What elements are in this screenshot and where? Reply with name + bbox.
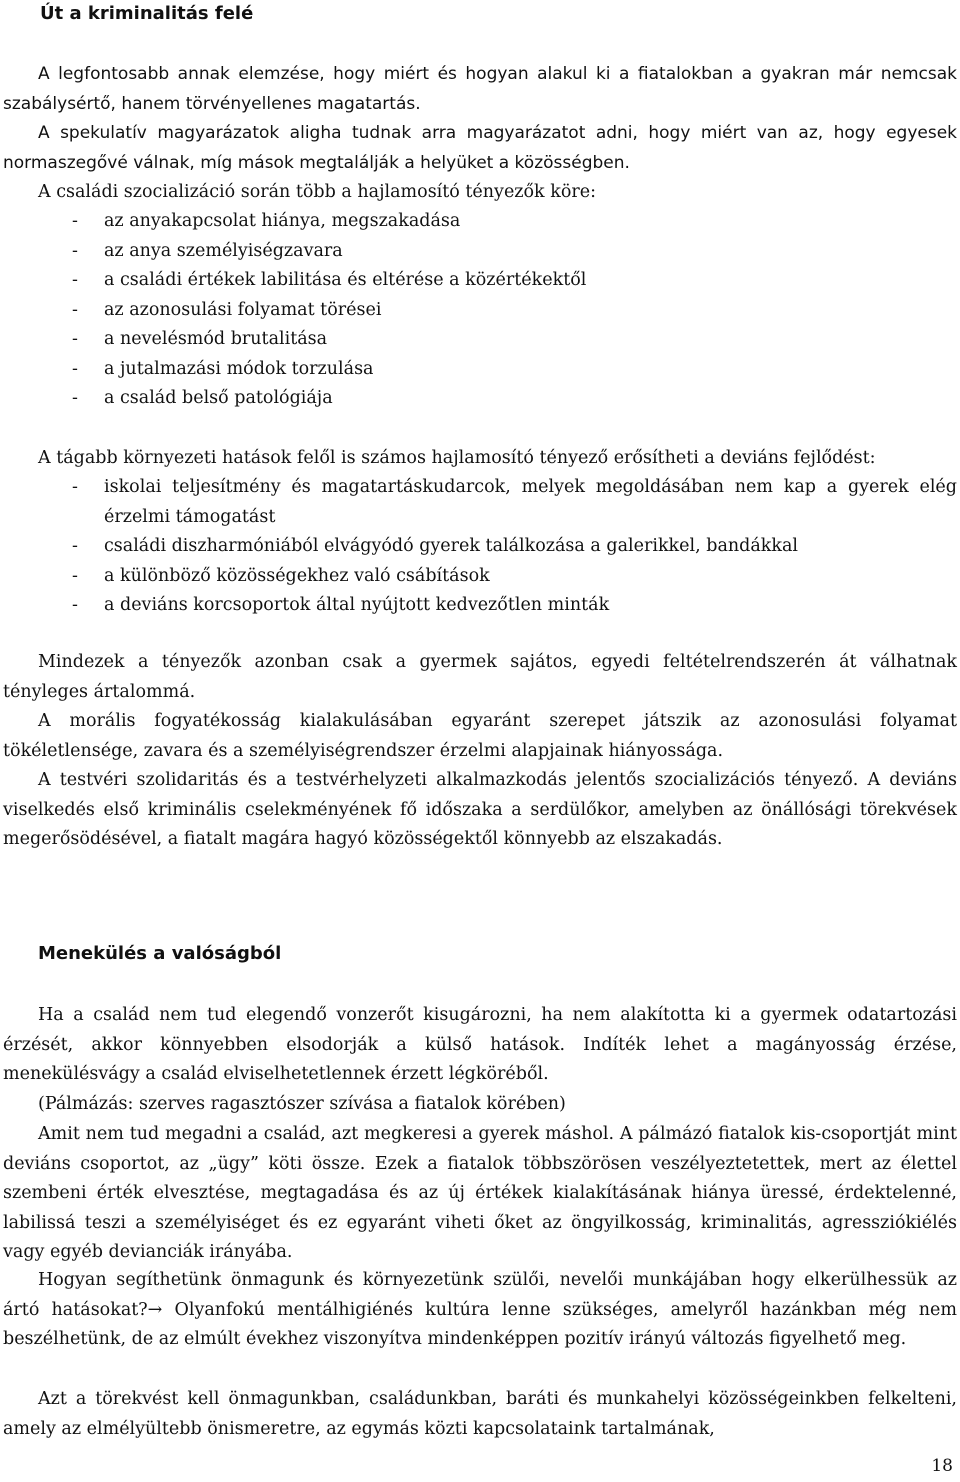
paragraph-environment: A tágabb környezeti hatások felől is számos hajlamosító tényező erősítheti a deviáns fejlődést:: [38, 448, 876, 468]
list-item: - a nevelésmód brutalitása: [0, 325, 957, 355]
list-item: - a különböző közösségekhez való csábítások: [0, 562, 957, 592]
list-item: - iskolai teljesítmény és magatartáskudarcok, melyek megoldásában nem kap a gyerek elég érzelmi támogatást: [0, 473, 957, 532]
paragraph-self-knowledge: Azt a törekvést kell önmagunkban, családunkban, baráti és munkahelyi közösségeinkben felkelteni, amely az elmélyültebb önismeretre, az egymás közti kapcsolataink tartalmának,: [3, 1389, 957, 1439]
paragraph-group: Amit nem tud megadni a család, azt megkeresi a gyerek máshol. A pálmázó fiatalok kis-csoportját mint deviáns csoportot, az „ügy” köti össze. Ezek a fiatalok többszörösen veszélyeztetettek, mert az élettel szembeni érték elvesztése, megtagadása és az új értékek kialakításának hiánya üressé, érdektelenné, labilissá teszi a személyiséget és ez egyaránt viheti őket az öngyilkosság, kriminalitás, agressziókiélés vagy egyéb devianciák irányába.: [3, 1124, 957, 1262]
paragraph-palmazas: (Pálmázás: szerves ragasztószer szívása a fiatalok körében): [38, 1094, 566, 1114]
list-item: - az anya személyiségzavara: [0, 237, 957, 267]
paragraph-speculative: A spekulatív magyarázatok aligha tudnak arra magyarázatot adni, hogy miért van az, hogy egyesek normaszegővé válnak, míg mások megtalálják a helyüket a közösségben.: [3, 123, 957, 173]
list-item: - a deviáns korcsoportok által nyújtott kedvezőtlen minták: [0, 591, 957, 621]
paragraph-summary: Mindezek a tényezők azonban csak a gyermek sajátos, egyedi feltételrendszerén át válhatnak tényleges ártalommá.: [3, 652, 957, 702]
paragraph-family-socialization: A családi szocializáció során több a hajlamosító tényezők köre:: [38, 182, 596, 202]
environment-factors-list: [0, 473, 957, 621]
family-factors-list: [0, 207, 957, 414]
list-item: - a családi értékek labilitása és eltérése a közértékektől: [0, 266, 957, 296]
paragraph-family-attraction: Ha a család nem tud elegendő vonzerőt kisugározni, ha nem alakította ki a gyermek odatartozási érzését, akkor könnyebben elsodorják a külső hatások. Indíték lehet a magányosság érzése, menekülésvágy a család elviselhetetlennek érzett légköréből.: [3, 1005, 957, 1084]
list-item: - a család belső patológiája: [0, 384, 957, 414]
list-item: - családi diszharmóniából elvágyódó gyerek találkozása a galerikkel, bandákkal: [0, 532, 957, 562]
list-item: - az azonosulási folyamat törései: [0, 296, 957, 326]
paragraph-moral: A morális fogyatékosság kialakulásában egyaránt szerepet játszik az azonosulási folyamat tökéletlensége, zavara és a személyiségrendszer érzelmi alapjainak hiányossága.: [3, 711, 957, 761]
list-item: - a jutalmazási módok torzulása: [0, 355, 957, 385]
section-title-meneklues: Menekülés a valóságból: [38, 943, 282, 964]
paragraph-siblings: A testvéri szolidaritás és a testvérhelyzeti alkalmazkodás jelentős szocializációs tényező. A deviáns viselkedés első kriminális cselekményének fő időszaka a serdülőkor, amelyben az önállósági törekvések megerősödésével, a fiatalt magára hagyó közösségektől könnyebb az elszakadás.: [3, 770, 957, 849]
paragraph-how-to-help: Hogyan segíthetünk önmagunk és környezetünk szülői, nevelői munkájában hogy elkerülhessük az ártó hatásokat?→ Olyanfokú mentálhigiénés kultúra lenne szükséges, amelyről hazánkban még nem beszélhetünk, de az elmúlt évekhez viszonyítva mindenképpen pozitív irányú változás figyelhető meg.: [3, 1270, 957, 1349]
section-title-kriminalitas: Út a kriminalitás felé: [40, 3, 254, 24]
list-item: - az anyakapcsolat hiánya, megszakadása: [0, 207, 957, 237]
paragraph-intro: A legfontosabb annak elemzése, hogy miért és hogyan alakul ki a fiatalokban a gyakran már nemcsak szabálysértő, hanem törvényellenes magatartás.: [3, 64, 957, 114]
page-number: 18: [931, 1456, 953, 1476]
